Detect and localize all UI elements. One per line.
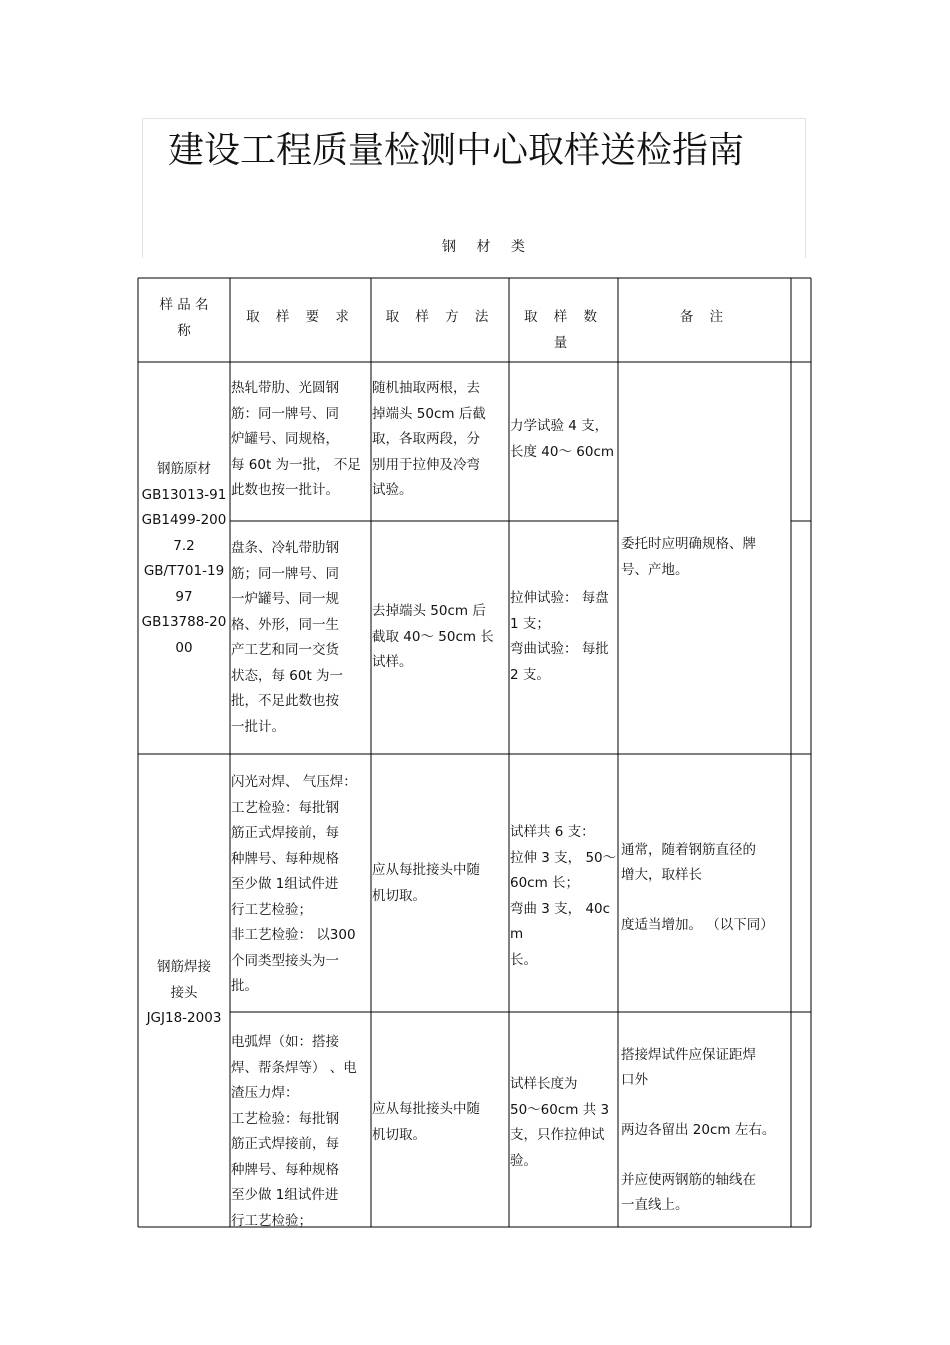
header-method: 取 样 方 法 xyxy=(385,309,495,325)
header-requirement: 取 样 要 求 xyxy=(246,309,355,325)
header-quantity: 取 样 数 量 xyxy=(523,309,604,351)
row1a-quantity: 力学试验 4 支， 长度 40～ 60cm xyxy=(510,418,615,460)
page-title: 建设工程质量检测中心取样送检指南 xyxy=(168,130,745,171)
row1b-requirement: 盘条、冷轧带肋钢 筋；同一牌号、同 一炉罐号、同一规 格、外形，同一生 产工艺和同一交货 状态，每 60t 为一 批，不足此数也按 一批计。 xyxy=(231,540,344,735)
section-subtitle: 钢 材 类 xyxy=(442,239,533,255)
row1b-quantity: 拉伸试验： 每盘 1 支； 弯曲试验： 每批 2 支。 xyxy=(510,590,609,683)
row2a-remark: 通常，随着钢筋直径的 增大，取样长 度适当增加。 （以下同） xyxy=(621,842,774,933)
row2a-quantity: 试样共 6 支： 拉伸 3 支， 50～ 60cm 长； 弯曲 3 支， 40cm 长。 xyxy=(510,824,617,968)
row1-remark: 委托时应明确规格、牌 号、产地。 xyxy=(621,536,756,578)
header-sample-name: 样 品 名 称 xyxy=(159,297,209,339)
row1a-requirement: 热轧带肋、光圆钢 筋：同一牌号、同 炉罐号、同规格， 每 60t 为一批， 不足 此数也按一批计。 xyxy=(231,380,361,498)
row2b-method: 应从每批接头中随 机切取。 xyxy=(372,1101,480,1143)
row2-sample-name: 钢筋焊接 接头 JGJ18-2003 xyxy=(146,959,222,1026)
row2b-remark: 搭接焊试件应保证距焊 口外 两边各留出 20cm 左右。 并应使两钢筋的轴线在 一直线上。 xyxy=(621,1047,776,1213)
header-remark: 备 注 xyxy=(679,309,730,325)
row1b-method: 去掉端头 50cm 后 截取 40～ 50cm 长 试样。 xyxy=(372,603,494,670)
row2a-method: 应从每批接头中随 机切取。 xyxy=(372,862,480,904)
row2b-requirement: 电弧焊（如：搭接 焊、帮条焊等） 、电 渣压力焊： 工艺检验：每批钢 筋正式焊接前，每 种牌号、每种规格 至少做 1组试件进 行工艺检验； xyxy=(231,1034,357,1229)
row1a-method: 随机抽取两根，去 掉端头 50cm 后截 取，各取两段，分 别用于拉伸及冷弯 试验。 xyxy=(372,380,486,498)
row2a-requirement: 闪光对焊、 气压焊： 工艺检验：每批钢 筋正式焊接前，每 种牌号、每种规格 至少做 1组试件进 行工艺检验； 非工艺检验： 以300 个同类型接头为一 批。 xyxy=(231,774,357,994)
row2b-quantity: 试样长度为 50～60cm 共 3 支，只作拉伸试 验。 xyxy=(510,1076,610,1169)
row1-sample-name: 钢筋原材 GB13013-91 GB1499-200 7.2 GB/T701-19 97 GB13788-20 00 xyxy=(141,461,227,656)
